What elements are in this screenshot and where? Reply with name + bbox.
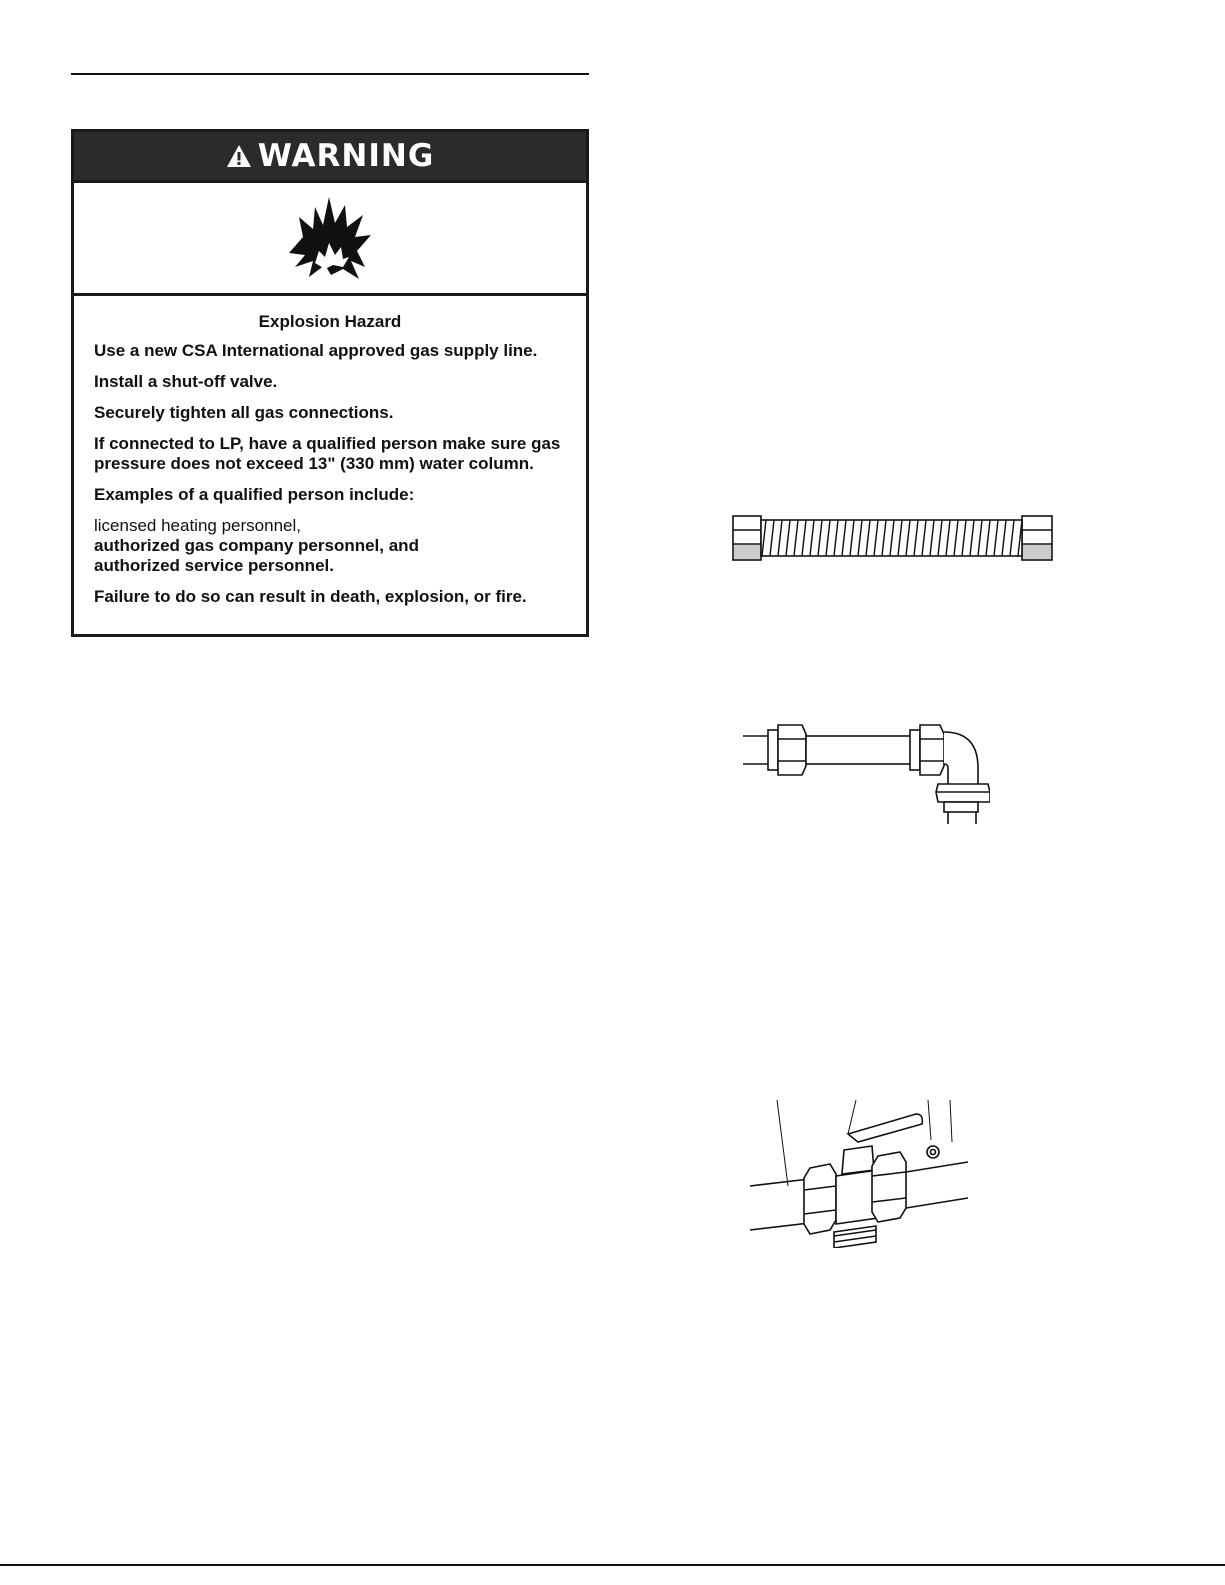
hazard-title: Explosion Hazard (258, 312, 402, 331)
rigid-pipe-elbow-illustration (740, 718, 990, 826)
top-rule (71, 73, 589, 75)
warning-title: WARNING (257, 138, 435, 174)
warning-header (74, 132, 586, 183)
qualified-person-item: authorized gas company personnel, and (94, 536, 419, 555)
warning-body (74, 296, 586, 607)
bottom-rule (0, 1564, 1225, 1566)
warning-line: If connected to LP, have a qualified person make sure gas pressure does not exceed 13" (330 mm) water column. (94, 434, 561, 473)
warning-line: Securely tighten all gas connections. (94, 403, 394, 422)
warning-line: Examples of a qualified person include: (94, 485, 415, 504)
warning-line: Use a new CSA International approved gas supply line. (94, 341, 538, 360)
warning-line: Install a shut-off valve. (94, 372, 278, 391)
flexible-gas-line-illustration (730, 512, 1056, 564)
qualified-person-item: licensed heating personnel, (94, 516, 301, 535)
qualified-person-item: authorized service personnel. (94, 556, 334, 575)
shut-off-valve-illustration (748, 1098, 980, 1248)
hazard-symbol-area (74, 183, 586, 296)
explosion-icon (285, 195, 375, 281)
warning-triangle-icon (226, 144, 252, 168)
warning-consequence: Failure to do so can result in death, explosion, or fire. (94, 587, 527, 606)
warning-box (71, 129, 589, 637)
